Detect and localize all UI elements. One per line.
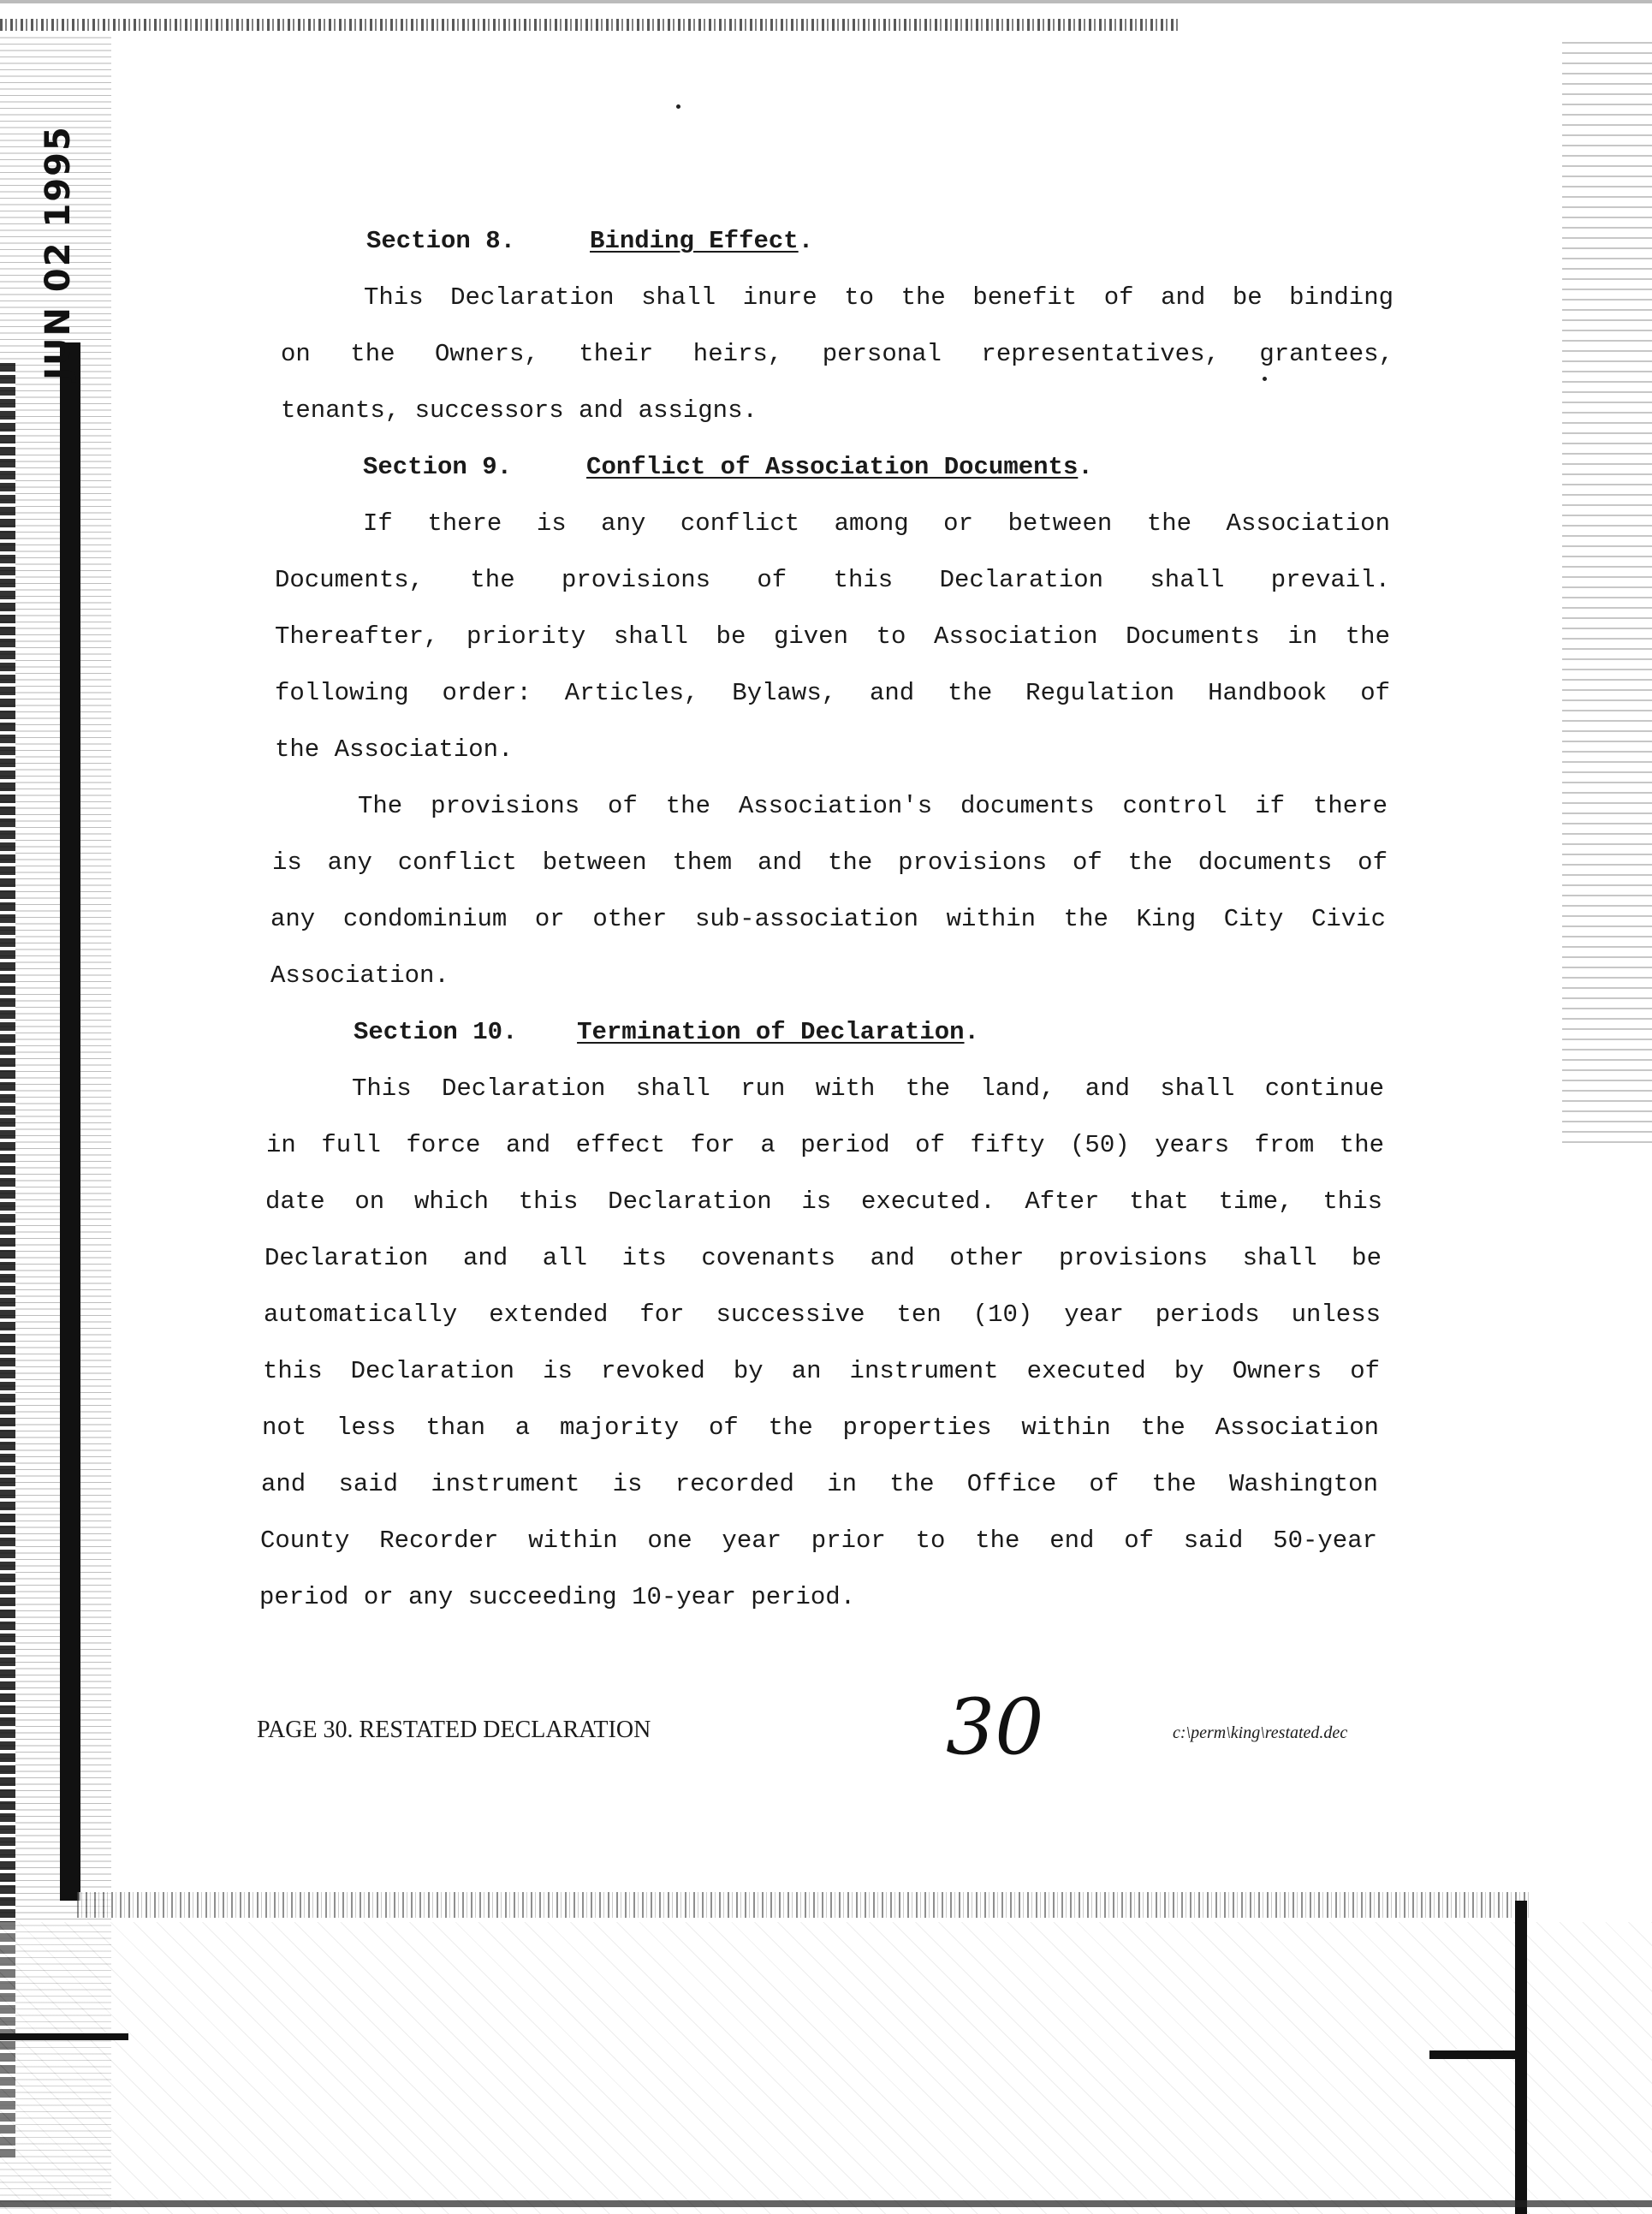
text-line: Documents, the provisions of this Declaration shall prevail. [275, 566, 1390, 594]
text-line: on the Owners, their heirs, personal representatives, grantees, [281, 340, 1394, 368]
text-line: The provisions of the Association's documents control if there [358, 792, 1388, 820]
text-line: this Declaration is revoked by an instrument executed by Owners of [263, 1357, 1380, 1385]
file-path: c:\perm\king\restated.dec [1173, 1723, 1348, 1742]
text-line: Declaration and all its covenants and other provisions shall be [264, 1244, 1382, 1272]
text-line: any condominium or other sub-association within the King City Civic [270, 905, 1386, 933]
page-label: PAGE 30. RESTATED DECLARATION [257, 1717, 651, 1743]
text-line: not less than a majority of the properties within the Association [262, 1414, 1379, 1442]
text-line: tenants, successors and assigns. [281, 396, 758, 425]
section-title: Conflict of Association Documents [586, 453, 1079, 481]
stamp-date: JUN 02 1995 [39, 125, 78, 380]
section-10-heading: Section 10. Termination of Declaration. [354, 1018, 979, 1046]
text-line: automatically extended for successive ten (10) year periods unless [264, 1300, 1381, 1329]
section-9-heading: Section 9. Conflict of Association Documents. [363, 453, 1093, 481]
section-8-heading: Section 8. Binding Effect. [366, 227, 814, 255]
text-line: period or any succeeding 10-year period. [259, 1583, 856, 1611]
text-line: County Recorder within one year prior to the end of said 50-year [260, 1527, 1377, 1555]
text-line: is any conflict between them and the provisions of the documents of [272, 848, 1388, 877]
text-line: Thereafter, priority shall be given to Association Documents in the [275, 622, 1390, 651]
text-line: This Declaration shall run with the land, and shall continue [352, 1074, 1384, 1103]
text-line: and said instrument is recorded in the Office of the Washington [261, 1470, 1378, 1498]
section-number: Section 8. [366, 227, 516, 255]
text-line: If there is any conflict among or between the Association [363, 509, 1390, 538]
text-line: date on which this Declaration is executed. After that time, this [265, 1187, 1382, 1216]
section-title: Binding Effect [590, 227, 799, 255]
text-line: the Association. [275, 735, 514, 764]
text-line: following order: Articles, Bylaws, and the Regulation Handbook of [275, 679, 1390, 707]
text-line: This Declaration shall inure to the benefit of and be binding [364, 283, 1394, 312]
handwritten-page-number: 30 [946, 1682, 1044, 1772]
section-title: Termination of Declaration [577, 1018, 965, 1046]
section-number: Section 10. [354, 1018, 518, 1046]
text-line: in full force and effect for a period of fifty (50) years from the [266, 1131, 1384, 1159]
section-number: Section 9. [363, 453, 513, 481]
text-line: Association. [270, 961, 449, 990]
